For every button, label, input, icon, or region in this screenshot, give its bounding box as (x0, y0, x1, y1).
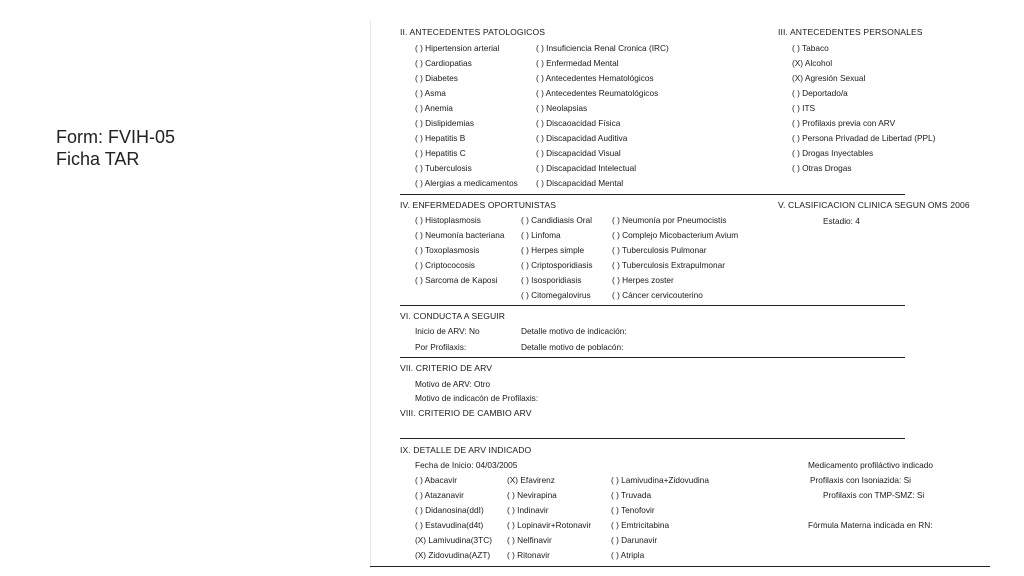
form-code: Form: FVIH-05 (56, 127, 176, 147)
checkbox-item: ( ) Tuberculosis Pulmonar (612, 245, 707, 255)
checkbox-item: ( ) Diabetes (415, 73, 458, 83)
checkbox-item: ( ) Candidiasis Oral (521, 215, 593, 225)
prophylaxis-reason: Motivo de indicacón de Profilaxis: (415, 393, 539, 403)
checkbox-item: ( ) Antecedentes Hematológicos (536, 73, 654, 83)
prophylaxis-label: Por Profilaxis: (415, 342, 467, 352)
checkbox-item: ( ) Citomegalovirus (521, 290, 591, 300)
checkbox-item: (X) Agresión Sexual (792, 73, 866, 83)
checkbox-item: ( ) Herpes simple (521, 245, 585, 255)
checkbox-item: ( ) Cardiopatias (415, 58, 472, 68)
checkbox-item: ( ) Tenofovir (611, 505, 655, 515)
section-2-title: II. ANTECEDENTES PATOLOGICOS (400, 27, 546, 37)
checkbox-item: ( ) Sarcoma de Kaposi (415, 275, 498, 285)
checkbox-item: ( ) Truvada (611, 490, 652, 500)
arv-reason: Motivo de ARV: Otro (415, 379, 491, 389)
checkbox-item: ( ) Insuficiencia Renal Cronica (IRC) (536, 43, 669, 53)
section-divider (400, 357, 905, 358)
checkbox-item: ( ) Profilaxis previa con ARV (792, 118, 896, 128)
checkbox-item: ( ) Abacavir (415, 475, 457, 485)
checkbox-item: ( ) Discapacidad Mental (536, 178, 624, 188)
scanned-form (370, 20, 1000, 576)
checkbox-item: ( ) Histoplasmosis (415, 215, 481, 225)
section-divider (400, 438, 905, 439)
checkbox-item: ( ) Emtricitabina (611, 520, 670, 530)
checkbox-item: ( ) Hepatitis C (415, 148, 466, 158)
checkbox-item: (X) Efavirenz (507, 475, 555, 485)
start-date: Fecha de Inicio: 04/03/2005 (415, 460, 518, 470)
checkbox-item: ( ) Hepatitis B (415, 133, 466, 143)
checkbox-item: ( ) Neumonía bacteriana (415, 230, 505, 240)
checkbox-item: ( ) Otras Drogas (792, 163, 852, 173)
checkbox-item: ( ) Criptosporidiasis (521, 260, 593, 270)
bottom-rule (370, 566, 990, 567)
checkbox-item: ( ) Didanosina(ddI) (415, 505, 484, 515)
section-7-title: VII. CRITERIO DE ARV (400, 363, 493, 373)
checkbox-item: ( ) ITS (792, 103, 816, 113)
checkbox-item: ( ) Antecedentes Reumatológicos (536, 88, 659, 98)
checkbox-item: ( ) Tuberculosis (415, 163, 472, 173)
who-stage: Estadio: 4 (823, 216, 860, 226)
section-divider (400, 305, 905, 306)
checkbox-item: ( ) Lopinavir+Rotonavir (507, 520, 592, 530)
section-8-title: VIII. CRITERIO DE CAMBIO ARV (400, 408, 532, 418)
checkbox-item: ( ) Alergias a medicamentos (415, 178, 518, 188)
form-name: Ficha TAR (56, 149, 140, 169)
section-6-title: VI. CONDUCTA A SEGUIR (400, 311, 506, 321)
checkbox-item: ( ) Criptococosis (415, 260, 475, 270)
section-5-title: V. CLASIFICACION CLINICA SEGUN OMS 2006 (778, 200, 970, 210)
checkbox-item: ( ) Ritonavir (507, 550, 550, 560)
checkbox-item: (X) Alcohol (792, 58, 833, 68)
section-9-title: IX. DETALLE DE ARV INDICADO (400, 445, 532, 455)
checkbox-item: ( ) Discapacidad Auditiva (536, 133, 628, 143)
checkbox-item: ( ) Indinavir (507, 505, 549, 515)
tmp-smz-prophylaxis: Profilaxis con TMP-SMZ: Si (823, 490, 925, 500)
checkbox-item: (X) Lamivudina(3TC) (415, 535, 492, 545)
checkbox-item: ( ) Atazanavir (415, 490, 464, 500)
checkbox-item: ( ) Discaoacidad Física (536, 118, 621, 128)
checkbox-item: ( ) Dislipidemias (415, 118, 475, 128)
checkbox-item: ( ) Tuberculosis Extrapulmonar (612, 260, 725, 270)
checkbox-item: ( ) Discapacidad Visual (536, 148, 621, 158)
section-divider (400, 194, 905, 195)
checkbox-item: ( ) Lamivudina+Zidovudina (611, 475, 710, 485)
checkbox-item: ( ) Anemia (415, 103, 453, 113)
checkbox-item: ( ) Enfermedad Mental (536, 58, 619, 68)
checkbox-item: ( ) Neolapsias (536, 103, 588, 113)
checkbox-item: ( ) Persona Privadad de Libertad (PPL) (792, 133, 936, 143)
checkbox-item: ( ) Herpes zoster (612, 275, 674, 285)
arv-start: Inicio de ARV: No (415, 326, 480, 336)
checkbox-item: ( ) Tabaco (792, 43, 829, 53)
indication-detail: Detalle motivo de indicación: (521, 326, 627, 336)
checkbox-item: (X) Zidovudina(AZT) (415, 550, 491, 560)
checkbox-item: ( ) Neumonía por Pneumocistis (612, 215, 727, 225)
maternal-formula: Fórmula Materna indicada en RN: (808, 520, 933, 530)
prophylaxis-title: Medicamento profiláctivo indicado (808, 460, 933, 470)
checkbox-item: ( ) Atripla (611, 550, 645, 560)
section-3-title: III. ANTECEDENTES PERSONALES (778, 27, 923, 37)
section-4-title: IV. ENFERMEDADES OPORTUNISTAS (400, 200, 557, 210)
checkbox-item: ( ) Isosporidiasis (521, 275, 582, 285)
checkbox-item: ( ) Drogas Inyectables (792, 148, 874, 158)
checkbox-item: ( ) Nevirapina (507, 490, 557, 500)
isoniazid-prophylaxis: Profilaxis con Isoniazida: Si (810, 475, 911, 485)
checkbox-item: ( ) Deportado/a (792, 88, 848, 98)
checkbox-item: ( ) Darunavir (611, 535, 658, 545)
checkbox-item: ( ) Asma (415, 88, 446, 98)
checkbox-item: ( ) Cáncer cervicouterino (612, 290, 703, 300)
checkbox-item: ( ) Discapacidad Intelectual (536, 163, 637, 173)
population-detail: Detalle motivo de poblacón: (521, 342, 624, 352)
slide-caption (56, 126, 175, 170)
checkbox-item: ( ) Linfoma (521, 230, 561, 240)
checkbox-item: ( ) Complejo Micobacterium Avium (612, 230, 739, 240)
checkbox-item: ( ) Estavudina(d4t) (415, 520, 484, 530)
checkbox-item: ( ) Toxoplasmosis (415, 245, 480, 255)
checkbox-item: ( ) Nelfinavir (507, 535, 552, 545)
checkbox-item: ( ) Hipertension arterial (415, 43, 500, 53)
